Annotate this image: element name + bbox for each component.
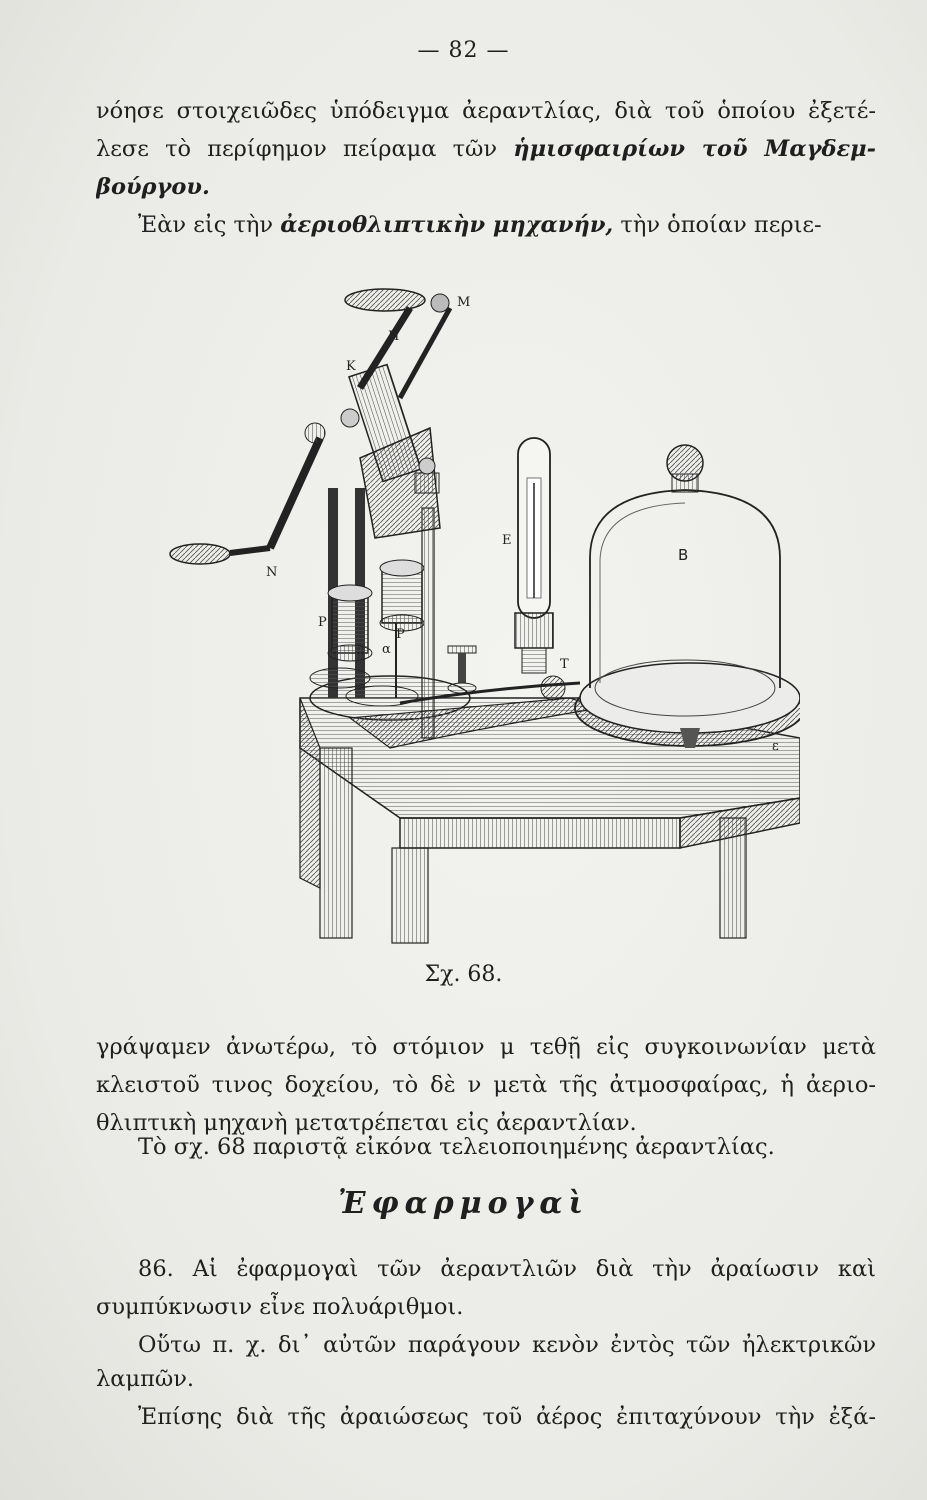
paragraph-4-first <box>96 1326 876 1364</box>
emphasis-magdeburg: βούργου. <box>96 174 210 200</box>
paragraph-4-rest <box>96 1360 876 1398</box>
text-line: γράψαμεν ἀνωτέρω, τὸ στόμιον μ τεθῇ εἰς συγκοινωνίαν μετὰ <box>96 1034 876 1060</box>
label-M: Μ <box>457 295 471 310</box>
text-line: συμπύκνωσιν εἶνε πολυάριθμοι. <box>96 1294 464 1320</box>
label-P-right: Ρ <box>396 627 405 642</box>
text-line <box>138 206 876 244</box>
air-pump-engraving <box>160 278 800 948</box>
paragraph-3-first <box>96 1250 876 1288</box>
page-number: — 82 — <box>417 38 510 63</box>
text-line: κλειστοῦ τινος δοχείου, τὸ δὲ ν μετὰ τῆς ἀτμοσφαίρας, ἡ ἀεριο- <box>96 1072 876 1098</box>
section-heading: Ἐφαρμογαὶ <box>337 1186 590 1221</box>
paragraph-1 <box>96 1028 876 1142</box>
label-N: Ν <box>266 565 278 580</box>
paragraph-3-rest <box>96 1288 876 1326</box>
text-line <box>96 130 876 168</box>
text-span: Ἐὰν εἰς τὴν <box>138 212 281 238</box>
text-line: 86. Αἱ ἐφαρμογαὶ τῶν ἀεραντλιῶν διὰ τὴν ἀραίωσιν καὶ <box>138 1256 876 1282</box>
text-line: Ἐπίσης διὰ τῆς ἀραιώσεως τοῦ ἀέρος ἐπιταχύνουν τὴν ἐξά- <box>138 1404 876 1430</box>
intro-paragraph <box>96 92 876 206</box>
text-span: τὴν ὁποίαν περιε- <box>613 212 822 238</box>
crank-mechanism <box>170 289 450 564</box>
text-line: νόησε στοιχειῶδες ὑπόδειγμα ἀεραντλίας, διὰ τοῦ ὁποίου ἐξετέ- <box>96 98 876 124</box>
stopcock <box>448 646 476 693</box>
bell-jar <box>575 445 800 748</box>
emphasis-hemispheres: ἡμισφαιρίων τοῦ Μαγδεμ- <box>513 136 876 162</box>
label-K: K <box>346 359 356 374</box>
label-T: Τ <box>560 657 569 672</box>
text-line: Οὕτω π. χ. δι᾽ αὐτῶν παράγουν κενὸν ἐντὸς τῶν ἠλεκτρικῶν <box>138 1332 876 1358</box>
paragraph-5 <box>96 1398 876 1436</box>
label-alpha: α <box>382 642 391 657</box>
intro-paragraph-2 <box>96 206 876 244</box>
text-span: λεσε τὸ περίφημον πείραμα τῶν <box>96 136 514 162</box>
figure-caption: Σχ. 68. <box>424 962 503 987</box>
label-B: B <box>678 546 689 564</box>
label-epsilon: ε <box>772 739 779 754</box>
text-line: θλιπτικὴ μηχανὴ μετατρέπεται εἰς ἀεραντλίαν. <box>96 1110 637 1136</box>
label-E: Ε <box>502 533 512 548</box>
gauge-tube <box>515 438 565 700</box>
label-Pi: Π <box>388 329 400 344</box>
label-P-left: Ρ <box>318 615 327 630</box>
text-line: Τὸ σχ. 68 παριστᾷ εἰκόνα τελειοποιημένης ἀεραντλίας. <box>138 1134 775 1160</box>
text-line: λαμπῶν. <box>96 1366 195 1392</box>
paragraph-2 <box>96 1128 876 1166</box>
emphasis-compressor: ἀεριοθλιπτικὴν μηχανήν, <box>280 212 614 238</box>
